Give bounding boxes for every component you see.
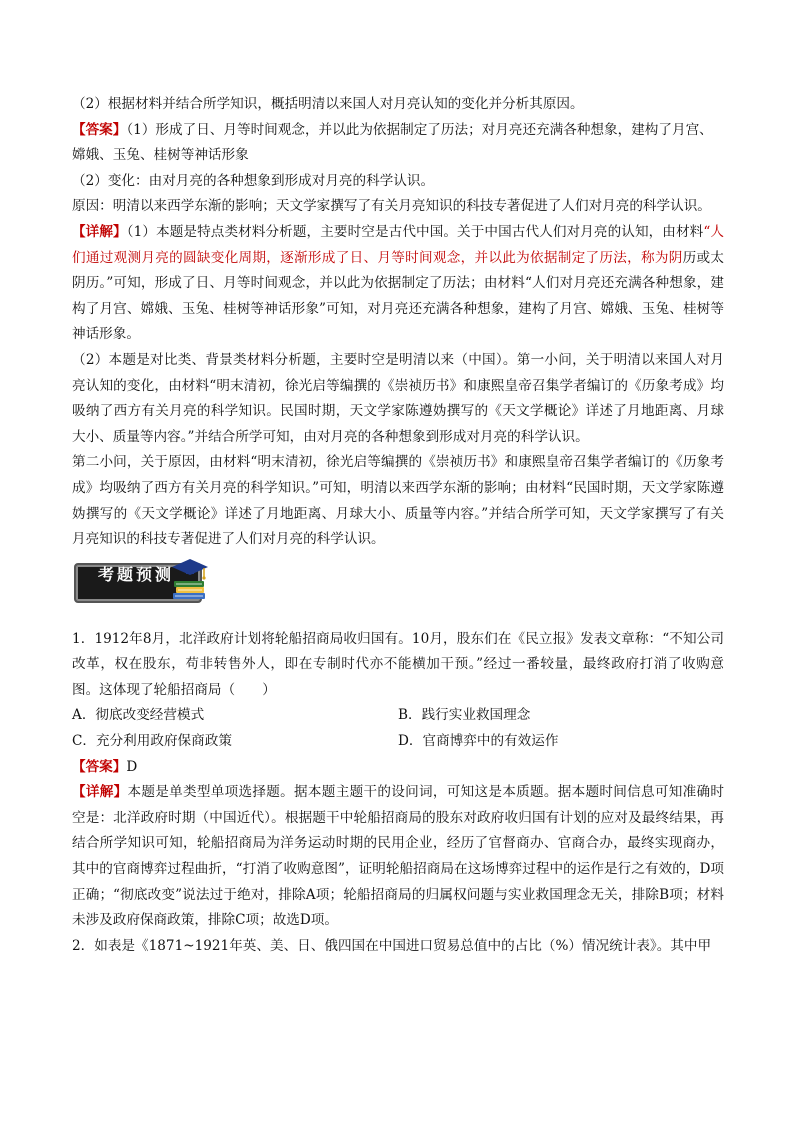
answer-line-4: 原因：明清以来西学东渐的影响；天文学家撰写了有关月亮知识的科技专著促进了人们对月亮的科学认识。 xyxy=(72,198,711,215)
q2-stem: 2．如表是《1871~1921年英、美、日、俄四国在中国进口贸易总值中的占比（%）情况统计表》。其中甲 xyxy=(72,937,712,954)
detail-1-rest: 历或太阴历。”可知，形成了日、月等时间观念，并以此为依据制定了历法；由材料“人们对月亮还充满各种想象，建构了月宫、嫦娥、玉兔、桂树等神话形象”可知，对月亮还充满各种想象，建构了月宫、嫦娥、玉兔、桂树等神话形象。 xyxy=(72,249,725,343)
q1-option-b: B．践行实业救国理念 xyxy=(398,707,531,724)
q1-option-c: C．充分利用政府保商政策 xyxy=(72,733,232,750)
q1-answer xyxy=(72,755,724,781)
part2-detail-1 xyxy=(72,220,724,348)
answer-line-2: 嫦娥、玉兔、桂树等神话形象 xyxy=(72,147,249,164)
detail-1-quote: “人们通过观测月亮的圆缺变化周期，逐渐形成了日、月等时间观念，并以此为依据制定了历法，称为阴 xyxy=(72,223,724,266)
q1-answer-tag: 【答案】 xyxy=(72,758,127,775)
detail-tag: 【详解】 xyxy=(72,223,127,240)
answer-tag: 【答案】 xyxy=(72,121,127,138)
document-page xyxy=(72,92,724,959)
q1-stem: 1．1912年8月，北洋政府计划将轮船招商局收归国有。10月，股东们在《民立报》发表文章称：“不知公司改革，权在股东，苟非转售外人，即在专制时代亦不能横加干预。”经过一番较量，最终政府打消了收购意图。这体现了轮船招商局（ ） xyxy=(72,630,724,698)
answer-line-1: （1）形成了日、月等时间观念，并以此为依据制定了历法；对月亮还充满各种想象，建构了月宫、 xyxy=(126,121,713,138)
q1-answer-value: D xyxy=(126,758,138,775)
q1-detail xyxy=(72,780,724,934)
detail-1-intro: （1）本题是特点类材料分析题，主要时空是古代中国。关于中国古代人们对月亮的认知，由材料 xyxy=(126,223,704,240)
q1-option-d: D．官商博弈中的有效运作 xyxy=(398,733,559,750)
q1-detail-tag: 【详解】 xyxy=(72,784,128,801)
part2-answer xyxy=(72,118,724,144)
books-graduation-cap-icon xyxy=(170,557,210,603)
answer-line-3: （2）变化：由对月亮的各种想象到形成对月亮的科学认识。 xyxy=(72,172,435,189)
q1-option-a: A．彻底改变经营模式 xyxy=(72,707,205,724)
section-logo xyxy=(74,557,724,621)
part2-question: （2）根据材料并结合所学知识，概括明清以来国人对月亮认知的变化并分析其原因。 xyxy=(72,96,584,112)
part2-detail-2: （2）本题是对比类、背景类材料分析题，主要时空是明清以来（中国）。第一小问，关于明清以来国人对月亮认知的变化，由材料“明末清初，徐光启等编撰的《崇祯历书》和康熙皇帝召集学者编订的《历象考成》均吸纳了西方有关月亮的科学知识。民国时期，天文学家陈遵妫撰写的《天文学概论》详述了月地距离、月球大小、质量等内容。”并结合所学可知，由对月亮的各种想象到形成对月亮的科学认识。 xyxy=(72,351,724,445)
q1-detail-text: 本题是单类型单项选择题。据本题主题干的设问词，可知这是本质题。据本题时间信息可知准确时空是：北洋政府时期（中国近代）。根据题干中轮船招商局的股东对政府收归国有计划的应对及最终结果，再结合所学知识可知，轮船招商局为洋务运动时期的民用企业，经历了官督商办、官商合办，最终实现商办，其中的官商博弈过程曲折，“打消了收购意图”，证明轮船招商局在这场博弈过程中的运作是行之有效的，D项正确；“彻底改变”说法过于绝对，排除A项；轮船招商局的归属权问题与实业救国理念无关，排除B项；材料未涉及政府保商政策，排除C项；故选D项。 xyxy=(72,784,724,929)
q1-options xyxy=(72,703,724,754)
part2-detail-3: 第二小问，关于原因，由材料“明末清初，徐光启等编撰的《崇祯历书》和康熙皇帝召集学者编订的《历象考成》均吸纳了西方有关月亮的科学知识。”可知，明清以来西学东渐的影响；由材料“民国时期，天文学家陈遵妫撰写的《天文学概论》详述了月地距离、月球大小、质量等内容。”并结合所学可知，天文学家撰写了有关月亮知识的科技专著促进了人们对月亮的科学认识。 xyxy=(72,454,724,548)
section-logo-text: 考题预测 xyxy=(97,564,174,584)
